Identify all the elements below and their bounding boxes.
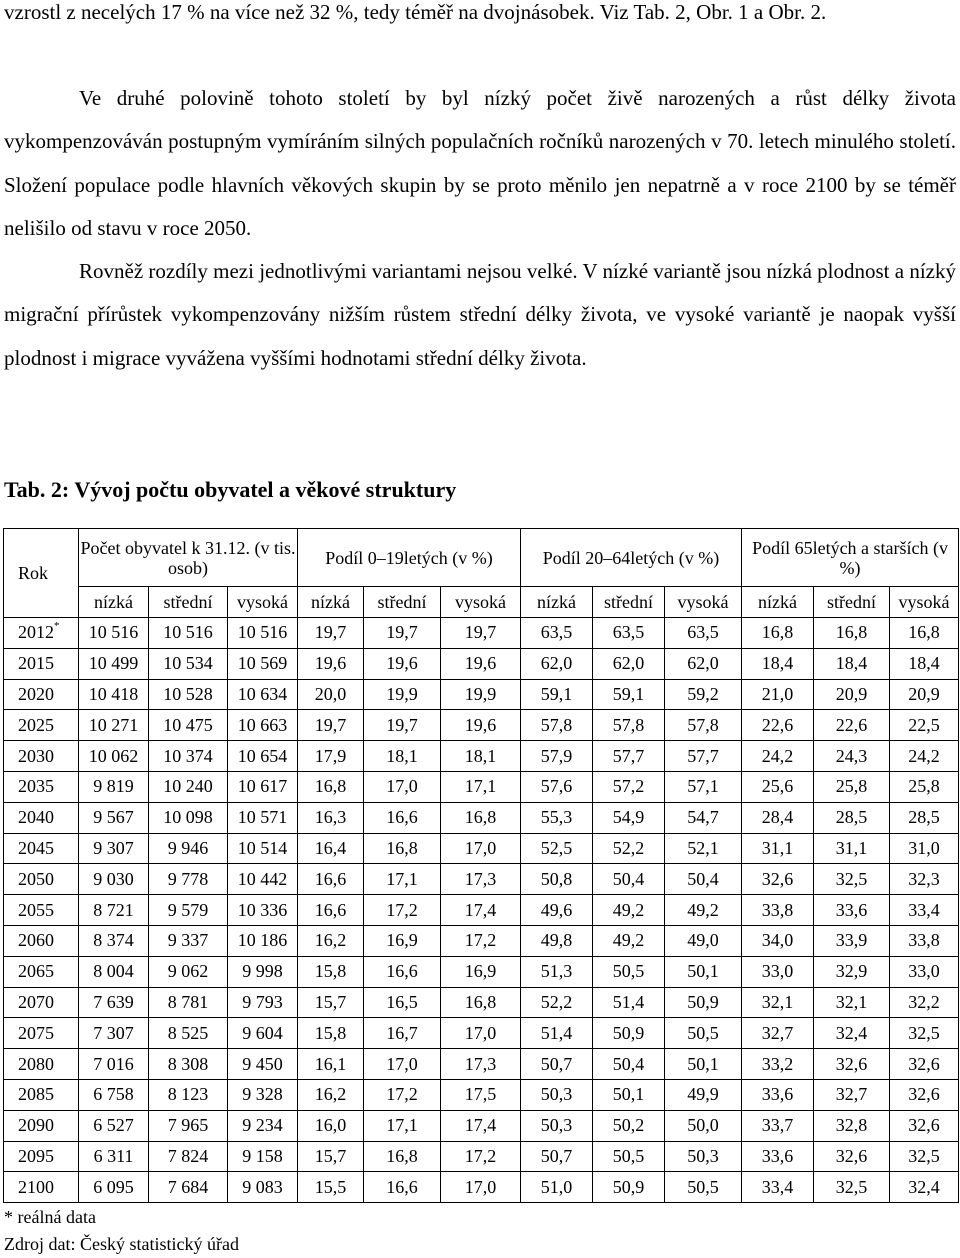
table-cell: 32,8: [814, 1110, 890, 1141]
row-year: 2025: [4, 710, 79, 741]
table-cell: 32,4: [814, 1018, 890, 1049]
row-year: 2100: [4, 1172, 79, 1203]
table-cell: 33,7: [742, 1110, 814, 1141]
table-cell: 10 271: [79, 710, 149, 741]
table-cell: 49,6: [521, 895, 593, 926]
table-cell: 33,6: [742, 1079, 814, 1110]
table-cell: 49,9: [665, 1079, 742, 1110]
row-year: 2090: [4, 1110, 79, 1141]
table-cell: 15,8: [298, 1018, 364, 1049]
table-cell: 16,8: [441, 802, 521, 833]
table-cell: 32,3: [890, 864, 959, 895]
table-cell: 50,4: [665, 864, 742, 895]
table-cell: 50,1: [665, 956, 742, 987]
table-cell: 62,0: [521, 648, 593, 679]
table-cell: 18,1: [441, 741, 521, 772]
table-cell: 17,0: [441, 1172, 521, 1203]
table-cell: 10 617: [228, 771, 298, 802]
table-cell: 9 158: [228, 1141, 298, 1172]
table-cell: 15,5: [298, 1172, 364, 1203]
table-cell: 18,4: [814, 648, 890, 679]
table-cell: 6 311: [79, 1141, 149, 1172]
table-cell: 7 684: [149, 1172, 228, 1203]
table-cell: 32,7: [742, 1018, 814, 1049]
table-cell: 51,4: [593, 987, 665, 1018]
table-cell: 22,6: [742, 710, 814, 741]
table-row: [4, 1172, 959, 1203]
table-cell: 57,8: [593, 710, 665, 741]
table-cell: 10 062: [79, 741, 149, 772]
table-header-variants: [4, 587, 959, 618]
table-cell: 31,0: [890, 833, 959, 864]
table-cell: 6 095: [79, 1172, 149, 1203]
table-cell: 16,0: [298, 1110, 364, 1141]
row-year: 2035: [4, 771, 79, 802]
row-year: 2075: [4, 1018, 79, 1049]
table-cell: 33,4: [742, 1172, 814, 1203]
row-year: 2050: [4, 864, 79, 895]
table-cell: 16,6: [298, 895, 364, 926]
table-cell: 32,5: [890, 1018, 959, 1049]
table-cell: 7 639: [79, 987, 149, 1018]
table-cell: 17,3: [441, 864, 521, 895]
table-cell: 20,9: [890, 679, 959, 710]
table-cell: 33,8: [742, 895, 814, 926]
table-cell: 24,2: [742, 741, 814, 772]
footnote-source: Zdroj dat: Český statistický úřad: [4, 1234, 239, 1254]
table-cell: 32,5: [890, 1141, 959, 1172]
table-cell: 8 004: [79, 956, 149, 987]
table-cell: 10 534: [149, 648, 228, 679]
table-cell: 63,5: [665, 618, 742, 649]
table-cell: 7 016: [79, 1049, 149, 1080]
table-cell: 50,2: [593, 1110, 665, 1141]
table-cell: 33,0: [890, 956, 959, 987]
table-cell: 57,9: [521, 741, 593, 772]
table-row: [4, 771, 959, 802]
table-cell: 17,1: [364, 864, 441, 895]
table-cell: 10 663: [228, 710, 298, 741]
table-cell: 16,8: [814, 618, 890, 649]
table-row: [4, 895, 959, 926]
table-cell: 10 634: [228, 679, 298, 710]
table-cell: 8 781: [149, 987, 228, 1018]
table-cell: 16,2: [298, 925, 364, 956]
table-row: [4, 1049, 959, 1080]
table-cell: 16,8: [364, 1141, 441, 1172]
table-cell: 33,9: [814, 925, 890, 956]
table-cell: 49,2: [593, 925, 665, 956]
table-cell: 9 604: [228, 1018, 298, 1049]
table-cell: 8 525: [149, 1018, 228, 1049]
row-year: 2070: [4, 987, 79, 1018]
table-cell: 9 234: [228, 1110, 298, 1141]
table-cell: 10 475: [149, 710, 228, 741]
header-variant: vysoká: [228, 587, 298, 618]
table-cell: 25,8: [890, 771, 959, 802]
table-cell: 59,1: [593, 679, 665, 710]
table-cell: 28,5: [890, 802, 959, 833]
table-cell: 34,0: [742, 925, 814, 956]
paragraph-variants: Rovněž rozdíly mezi jednotlivými variantami nejsou velké. V nízké variantě jsou nízká plodnost a nízký migrační přírůstek vykompenzovány nižším růstem střední délky života, ve vysoké variantě je naopak vyšší plodnost i migrace vyvážena vyššími hodnotami střední délky života.: [4, 259, 956, 370]
row-year: 2065: [4, 956, 79, 987]
header-variant: střední: [364, 587, 441, 618]
table-cell: 33,8: [890, 925, 959, 956]
table-cell: 18,4: [742, 648, 814, 679]
table-cell: 32,2: [890, 987, 959, 1018]
table-cell: 52,1: [665, 833, 742, 864]
table-cell: 10 569: [228, 648, 298, 679]
table-cell: 10 098: [149, 802, 228, 833]
header-variant: střední: [814, 587, 890, 618]
row-year: 2040: [4, 802, 79, 833]
table-cell: 50,4: [593, 1049, 665, 1080]
table-cell: 52,2: [521, 987, 593, 1018]
table-cell: 9 450: [228, 1049, 298, 1080]
table-cell: 17,2: [441, 925, 521, 956]
table-cell: 19,9: [364, 679, 441, 710]
table-cell: 32,6: [890, 1079, 959, 1110]
table-cell: 50,8: [521, 864, 593, 895]
table-cell: 10 516: [79, 618, 149, 649]
table-cell: 8 123: [149, 1079, 228, 1110]
table-cell: 32,7: [814, 1079, 890, 1110]
real-data-mark: *: [54, 620, 60, 633]
table-cell: 16,9: [364, 925, 441, 956]
table-cell: 17,9: [298, 741, 364, 772]
table-cell: 9 819: [79, 771, 149, 802]
table-row: [4, 1141, 959, 1172]
table-cell: 10 336: [228, 895, 298, 926]
table-row: [4, 1110, 959, 1141]
table-cell: 59,2: [665, 679, 742, 710]
table-cell: 33,4: [890, 895, 959, 926]
table-cell: 21,0: [742, 679, 814, 710]
table-cell: 49,2: [665, 895, 742, 926]
row-year: 2055: [4, 895, 79, 926]
table-cell: 50,3: [521, 1110, 593, 1141]
table-cell: 50,9: [593, 1018, 665, 1049]
table-cell: 32,6: [890, 1110, 959, 1141]
table-cell: 17,4: [441, 1110, 521, 1141]
table-caption: Tab. 2: Vývoj počtu obyvatel a věkové struktury: [4, 477, 457, 502]
table-cell: 50,9: [665, 987, 742, 1018]
table-cell: 32,6: [890, 1049, 959, 1080]
table-cell: 10 418: [79, 679, 149, 710]
table-cell: 9 778: [149, 864, 228, 895]
header-variant: vysoká: [441, 587, 521, 618]
table-cell: 57,8: [521, 710, 593, 741]
table-row: [4, 679, 959, 710]
table-cell: 17,1: [441, 771, 521, 802]
population-table: [3, 528, 959, 1203]
table-cell: 17,1: [364, 1110, 441, 1141]
table-cell: 50,7: [521, 1141, 593, 1172]
table-cell: 52,5: [521, 833, 593, 864]
table-cell: 57,2: [593, 771, 665, 802]
table-cell: 18,4: [890, 648, 959, 679]
table-cell: 33,6: [742, 1141, 814, 1172]
header-variant: vysoká: [665, 587, 742, 618]
table-cell: 50,3: [665, 1141, 742, 1172]
table-cell: 32,5: [814, 864, 890, 895]
table-row: [4, 1079, 959, 1110]
table-cell: 32,1: [742, 987, 814, 1018]
table-cell: 16,4: [298, 833, 364, 864]
table-cell: 50,5: [665, 1172, 742, 1203]
table-row: [4, 833, 959, 864]
table-row: [4, 1018, 959, 1049]
table-cell: 7 307: [79, 1018, 149, 1049]
table-cell: 32,9: [814, 956, 890, 987]
table-cell: 15,7: [298, 1141, 364, 1172]
table-row: [4, 864, 959, 895]
table-cell: 32,5: [814, 1172, 890, 1203]
table-cell: 57,7: [665, 741, 742, 772]
table-cell: 51,0: [521, 1172, 593, 1203]
table-cell: 49,0: [665, 925, 742, 956]
table-cell: 10 516: [149, 618, 228, 649]
table-cell: 63,5: [521, 618, 593, 649]
table-cell: 10 528: [149, 679, 228, 710]
table-cell: 49,2: [593, 895, 665, 926]
table-cell: 7 824: [149, 1141, 228, 1172]
table-cell: 17,2: [364, 895, 441, 926]
table-cell: 16,8: [364, 833, 441, 864]
table-cell: 9 083: [228, 1172, 298, 1203]
table-cell: 62,0: [593, 648, 665, 679]
table-cell: 19,7: [364, 618, 441, 649]
table-cell: 17,0: [364, 771, 441, 802]
table-cell: 16,6: [364, 802, 441, 833]
table-cell: 17,4: [441, 895, 521, 926]
table-body: [4, 618, 959, 1203]
table-cell: 50,5: [593, 956, 665, 987]
table-cell: 55,3: [521, 802, 593, 833]
table-cell: 9 793: [228, 987, 298, 1018]
table-cell: 18,1: [364, 741, 441, 772]
table-cell: 50,5: [665, 1018, 742, 1049]
table-cell: 17,0: [441, 833, 521, 864]
table-cell: 49,8: [521, 925, 593, 956]
table-cell: 10 514: [228, 833, 298, 864]
header-variant: střední: [149, 587, 228, 618]
table-cell: 17,0: [364, 1049, 441, 1080]
table-cell: 22,6: [814, 710, 890, 741]
table-cell: 9 946: [149, 833, 228, 864]
header-rok: Rok: [4, 529, 79, 618]
table-row: [4, 987, 959, 1018]
row-year: 2015: [4, 648, 79, 679]
table-cell: 16,1: [298, 1049, 364, 1080]
table-cell: 19,7: [364, 710, 441, 741]
table-cell: 16,9: [441, 956, 521, 987]
table-cell: 6 527: [79, 1110, 149, 1141]
table-row: [4, 956, 959, 987]
table-cell: 6 758: [79, 1079, 149, 1110]
table-cell: 19,6: [441, 648, 521, 679]
table-cell: 32,6: [742, 864, 814, 895]
table-cell: 17,5: [441, 1079, 521, 1110]
table-cell: 10 240: [149, 771, 228, 802]
table-cell: 15,8: [298, 956, 364, 987]
table-row: [4, 710, 959, 741]
table-cell: 9 062: [149, 956, 228, 987]
header-group-age-0-19: Podíl 0–19letých (v %): [298, 529, 521, 587]
table-cell: 24,2: [890, 741, 959, 772]
table-cell: 28,5: [814, 802, 890, 833]
table-cell: 8 721: [79, 895, 149, 926]
table-row: [4, 802, 959, 833]
table-cell: 17,2: [441, 1141, 521, 1172]
table-cell: 16,5: [364, 987, 441, 1018]
table-cell: 10 499: [79, 648, 149, 679]
table-cell: 10 516: [228, 618, 298, 649]
header-variant: vysoká: [890, 587, 959, 618]
table-header-groups: [4, 529, 959, 587]
table-cell: 33,6: [814, 895, 890, 926]
table-cell: 9 337: [149, 925, 228, 956]
table-cell: 9 579: [149, 895, 228, 926]
table-cell: 25,8: [814, 771, 890, 802]
footnote-real-data: * reálná data: [4, 1207, 96, 1227]
table-cell: 50,1: [593, 1079, 665, 1110]
paragraph-second-half-century: Ve druhé polovině tohoto století by byl nízký počet živě narozených a růst délky života vykompenzováván postupným vymíráním silných populačních ročníků narozených v 70. letech minulého století. Složení populace podle hlavních věkových skupin by se proto měnilo jen nepatrně a v roce 2100 by se téměř nelišilo od stavu v roce 2050.: [4, 86, 956, 241]
table-row: [4, 648, 959, 679]
table-cell: 19,6: [441, 710, 521, 741]
table-cell: 33,2: [742, 1049, 814, 1080]
table-row: [4, 741, 959, 772]
table-cell: 33,0: [742, 956, 814, 987]
table-cell: 19,6: [364, 648, 441, 679]
header-group-age-65-plus: Podíl 65letých a starších (v %): [742, 529, 959, 587]
row-year: 2012*: [4, 618, 79, 649]
table-cell: 51,3: [521, 956, 593, 987]
table-cell: 16,3: [298, 802, 364, 833]
table-cell: 54,7: [665, 802, 742, 833]
table-cell: 19,7: [441, 618, 521, 649]
table-cell: 16,8: [298, 771, 364, 802]
header-variant: nízká: [298, 587, 364, 618]
table-cell: 17,3: [441, 1049, 521, 1080]
row-year: 2020: [4, 679, 79, 710]
table-cell: 16,6: [298, 864, 364, 895]
table-cell: 9 307: [79, 833, 149, 864]
header-group-population: Počet obyvatel k 31.12. (v tis. osob): [79, 529, 298, 587]
table-cell: 19,9: [441, 679, 521, 710]
table-cell: 32,6: [814, 1049, 890, 1080]
table-cell: 10 442: [228, 864, 298, 895]
table-cell: 28,4: [742, 802, 814, 833]
table-cell: 25,6: [742, 771, 814, 802]
table-cell: 10 186: [228, 925, 298, 956]
table-cell: 22,5: [890, 710, 959, 741]
table-cell: 59,1: [521, 679, 593, 710]
header-variant: nízká: [79, 587, 149, 618]
row-year: 2060: [4, 925, 79, 956]
table-cell: 8 374: [79, 925, 149, 956]
table-cell: 54,9: [593, 802, 665, 833]
header-variant: střední: [593, 587, 665, 618]
table-cell: 7 965: [149, 1110, 228, 1141]
table-cell: 16,8: [742, 618, 814, 649]
paragraph-intro: vzrostl z necelých 17 % na více než 32 %, tedy téměř na dvojnásobek. Viz Tab. 2, Obr. 1 a Obr. 2.: [4, 0, 827, 24]
table-cell: 57,7: [593, 741, 665, 772]
header-variant: nízká: [521, 587, 593, 618]
table-cell: 10 374: [149, 741, 228, 772]
table-cell: 16,8: [890, 618, 959, 649]
table-cell: 16,6: [364, 1172, 441, 1203]
row-year: 2045: [4, 833, 79, 864]
table-row: [4, 925, 959, 956]
table-cell: 50,9: [593, 1172, 665, 1203]
table-cell: 50,3: [521, 1079, 593, 1110]
table-cell: 10 654: [228, 741, 298, 772]
table-cell: 31,1: [814, 833, 890, 864]
header-variant: nízká: [742, 587, 814, 618]
table-cell: 50,5: [593, 1141, 665, 1172]
table-cell: 63,5: [593, 618, 665, 649]
table-cell: 9 030: [79, 864, 149, 895]
row-year: 2085: [4, 1079, 79, 1110]
table-row: [4, 618, 959, 649]
header-group-age-20-64: Podíl 20–64letých (v %): [521, 529, 742, 587]
table-cell: 20,9: [814, 679, 890, 710]
table-cell: 57,6: [521, 771, 593, 802]
table-cell: 16,8: [441, 987, 521, 1018]
table-cell: 16,6: [364, 956, 441, 987]
table-cell: 24,3: [814, 741, 890, 772]
table-cell: 19,6: [298, 648, 364, 679]
table-cell: 50,1: [665, 1049, 742, 1080]
table-cell: 32,6: [814, 1141, 890, 1172]
table-cell: 51,4: [521, 1018, 593, 1049]
table-cell: 10 571: [228, 802, 298, 833]
table-cell: 15,7: [298, 987, 364, 1018]
row-year: 2095: [4, 1141, 79, 1172]
table-cell: 52,2: [593, 833, 665, 864]
table-cell: 57,8: [665, 710, 742, 741]
table-cell: 19,7: [298, 618, 364, 649]
table-cell: 20,0: [298, 679, 364, 710]
table-cell: 16,2: [298, 1079, 364, 1110]
row-year: 2080: [4, 1049, 79, 1080]
table-cell: 50,7: [521, 1049, 593, 1080]
table-cell: 9 998: [228, 956, 298, 987]
table-cell: 17,2: [364, 1079, 441, 1110]
table-cell: 32,4: [890, 1172, 959, 1203]
table-cell: 8 308: [149, 1049, 228, 1080]
table-cell: 31,1: [742, 833, 814, 864]
table-cell: 50,0: [665, 1110, 742, 1141]
table-cell: 19,7: [298, 710, 364, 741]
table-cell: 62,0: [665, 648, 742, 679]
table-cell: 57,1: [665, 771, 742, 802]
row-year: 2030: [4, 741, 79, 772]
table-cell: 32,1: [814, 987, 890, 1018]
table-cell: 9 567: [79, 802, 149, 833]
table-cell: 17,0: [441, 1018, 521, 1049]
table-cell: 16,7: [364, 1018, 441, 1049]
table-cell: 50,4: [593, 864, 665, 895]
table-cell: 9 328: [228, 1079, 298, 1110]
